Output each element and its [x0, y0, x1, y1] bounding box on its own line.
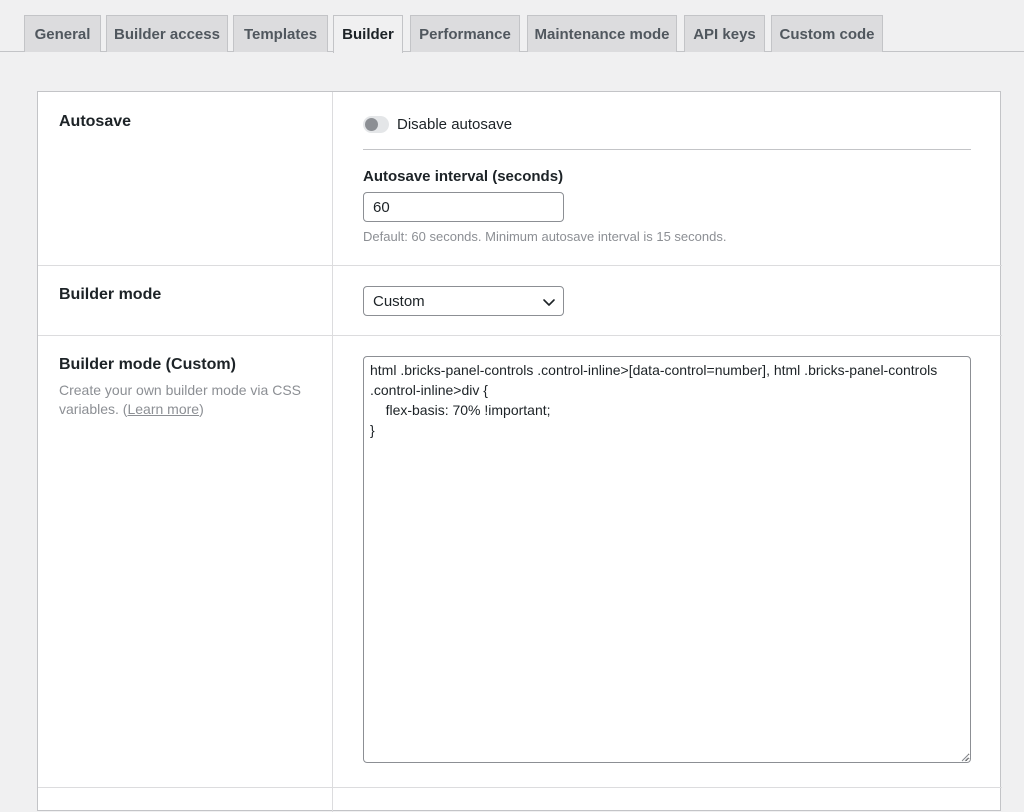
- tab-api-keys[interactable]: API keys: [684, 15, 765, 52]
- tab-maintenance-mode[interactable]: Maintenance mode: [527, 15, 677, 52]
- builder-mode-title: Builder mode: [59, 286, 162, 303]
- learn-more-link[interactable]: Learn more: [127, 401, 200, 417]
- tab-templates[interactable]: Templates: [233, 15, 328, 52]
- tab-performance[interactable]: Performance: [410, 15, 520, 52]
- autosave-separator: [363, 149, 971, 150]
- row-divider: [38, 335, 1002, 336]
- autosave-interval-hint: Default: 60 seconds. Minimum autosave interval is 15 seconds.: [363, 229, 727, 244]
- tab-builder[interactable]: Builder: [333, 15, 403, 53]
- disable-autosave-toggle[interactable]: [363, 116, 389, 133]
- column-divider: [332, 92, 333, 812]
- toggle-knob: [365, 118, 378, 131]
- builder-mode-select[interactable]: [363, 286, 564, 316]
- builder-mode-custom-description: [59, 381, 309, 419]
- chevron-down-icon: [542, 295, 556, 309]
- builder-mode-custom-title: Builder mode (Custom): [59, 356, 236, 373]
- builder-mode-selected-value: Custom: [373, 293, 425, 310]
- autosave-title: Autosave: [59, 113, 132, 130]
- row-divider: [38, 265, 1002, 266]
- custom-css-textarea[interactable]: [363, 356, 971, 763]
- autosave-interval-input[interactable]: [363, 192, 564, 222]
- tab-general[interactable]: General: [24, 15, 101, 52]
- settings-tabs: [0, 0, 1024, 52]
- autosave-interval-label: Autosave interval (seconds): [363, 168, 564, 185]
- disable-autosave-label: Disable autosave: [397, 116, 513, 133]
- tab-builder-access[interactable]: Builder access: [106, 15, 228, 52]
- row-divider: [38, 787, 1002, 788]
- description-suffix: ): [199, 401, 204, 417]
- resize-handle-icon[interactable]: [959, 752, 969, 762]
- tab-custom-code[interactable]: Custom code: [771, 15, 883, 52]
- settings-panel: [37, 91, 1001, 811]
- description-text: Create your own builder mode via CSS variables. (: [59, 382, 302, 417]
